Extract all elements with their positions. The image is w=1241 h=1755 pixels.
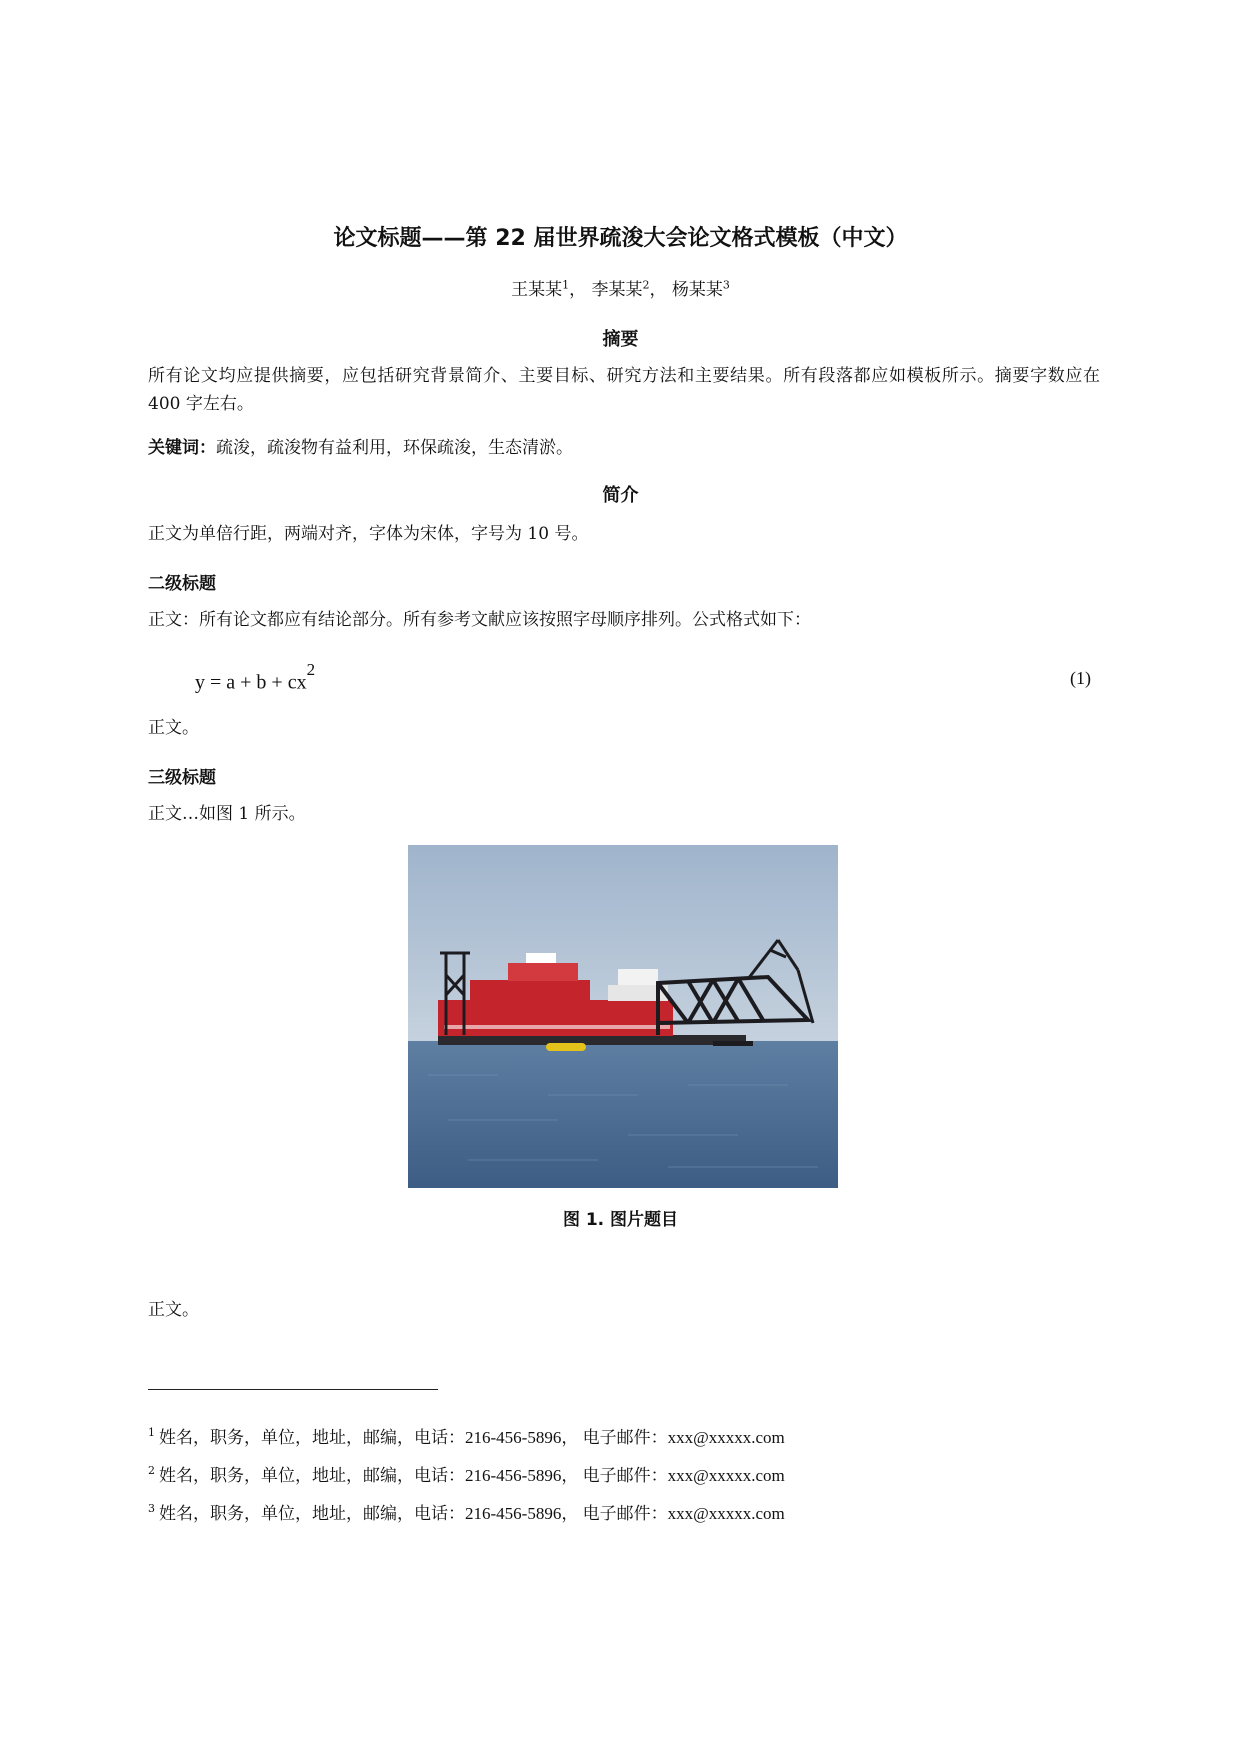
section-heading-level3: 三级标题 — [148, 768, 216, 788]
footnote-mark: 1 — [148, 1426, 155, 1440]
section2-text: 正文：所有论文都应有结论部分。所有参考文献应该按照字母顺序排列。公式格式如下： — [148, 610, 811, 630]
author-name: 王某某 — [511, 280, 563, 300]
author-mark: 3 — [722, 278, 730, 292]
footnote — [148, 1426, 785, 1450]
footnote-contact: 216-456-5896， 电子邮件：xxx@xxxxx.com — [465, 1466, 785, 1485]
abstract-text: 所有论文均应提供摘要，应包括研究背景简介、主要目标、研究方法和主要结果。所有段落都应如模板所示。摘要字数应在 400 字左右。 — [148, 366, 1100, 414]
author-mark: 2 — [642, 278, 650, 292]
equation — [195, 662, 315, 697]
footnote-rule — [148, 1389, 438, 1390]
section-heading-level2: 二级标题 — [148, 574, 216, 594]
intro-heading: 简介 — [602, 485, 639, 506]
keywords-label: 关键词： — [148, 438, 216, 458]
author-mark: 1 — [562, 278, 570, 292]
footnote-contact: 216-456-5896， 电子邮件：xxx@xxxxx.com — [465, 1504, 785, 1523]
abstract-heading: 摘要 — [602, 329, 639, 350]
equation-body: y = a + b + cx — [195, 671, 307, 694]
author-name: 杨某某 — [671, 280, 723, 300]
footnote-contact: 216-456-5896， 电子邮件：xxx@xxxxx.com — [465, 1428, 785, 1447]
footnote-mark: 3 — [148, 1502, 155, 1516]
footnote — [148, 1502, 785, 1526]
equation-exponent: 2 — [306, 660, 316, 679]
footnote-text: 姓名，职务，单位，地址，邮编，电话： — [159, 1428, 465, 1448]
keywords-line — [148, 434, 1100, 462]
footnote-text: 姓名，职务，单位，地址，邮编，电话： — [159, 1466, 465, 1486]
author-name: 李某某 — [591, 280, 643, 300]
paper-title: 论文标题——第 22 届世界疏浚大会论文格式模板（中文） — [333, 226, 908, 251]
equation-number: (1) — [1070, 668, 1091, 688]
section3-text: 正文…如图 1 所示。 — [148, 804, 306, 824]
author-separator: ， — [569, 280, 587, 300]
dredger-photo — [408, 845, 838, 1188]
keywords-text: 疏浚，疏浚物有益利用，环保疏浚，生态清淤。 — [216, 438, 573, 458]
author-list — [0, 278, 1241, 302]
footnote-mark: 2 — [148, 1464, 155, 1478]
section2-after-text: 正文。 — [148, 718, 199, 738]
author-separator: ， — [649, 280, 667, 300]
section3-after-text: 正文。 — [148, 1300, 199, 1320]
footnote — [148, 1464, 785, 1488]
figure-caption: 图 1. 图片题目 — [562, 1210, 679, 1230]
intro-text: 正文为单倍行距，两端对齐，字体为宋体，字号为 10 号。 — [148, 524, 589, 544]
footnote-text: 姓名，职务，单位，地址，邮编，电话： — [159, 1504, 465, 1524]
